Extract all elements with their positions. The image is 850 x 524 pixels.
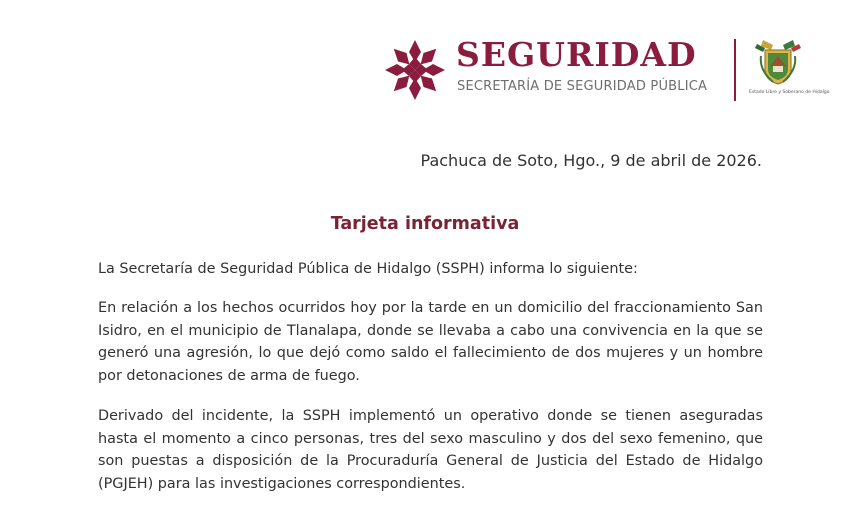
body-paragraph-1: En relación a los hechos ocurridos hoy por la tarde en un domicilio del fraccionamiento San Isidro, en el municipio de Tlanalapa, donde se llevaba a cabo una convivencia en la que se generó una agresión, lo que dejó como saldo el fallecimiento de dos mujeres y un hombre por detonaciones de arma de fuego. [98, 300, 763, 384]
brand-subtitle: SECRETARÍA DE SEGURIDAD PÚBLICA [457, 79, 708, 94]
seal-caption: Estado Libre y Soberano de Hidalgo [749, 90, 830, 95]
header-divider [734, 39, 736, 101]
date-line: Pachuca de Soto, Hgo., 9 de abril de 2026. [420, 151, 762, 170]
body-paragraph-2: Derivado del incidente, la SSPH implementó un operativo donde se tienen aseguradas hasta el momento a cinco personas, tres del sexo masculino y dos del sexo femenino, que son puestas a disposición de la Procuraduría General de Justicia del Estado de Hidalgo (PGJEH) para las investigaciones correspondientes. [98, 408, 763, 492]
brand-title: SEGURIDAD [456, 35, 697, 74]
state-seal [749, 36, 830, 102]
hidalgo-coat-of-arms-icon [753, 36, 803, 88]
intro-paragraph: La Secretaría de Seguridad Pública de Hidalgo (SSPH) informa lo siguiente: [98, 261, 638, 277]
document-title: Tarjeta informativa [330, 214, 520, 234]
letterhead [380, 34, 830, 104]
star-logo-icon [383, 38, 447, 102]
